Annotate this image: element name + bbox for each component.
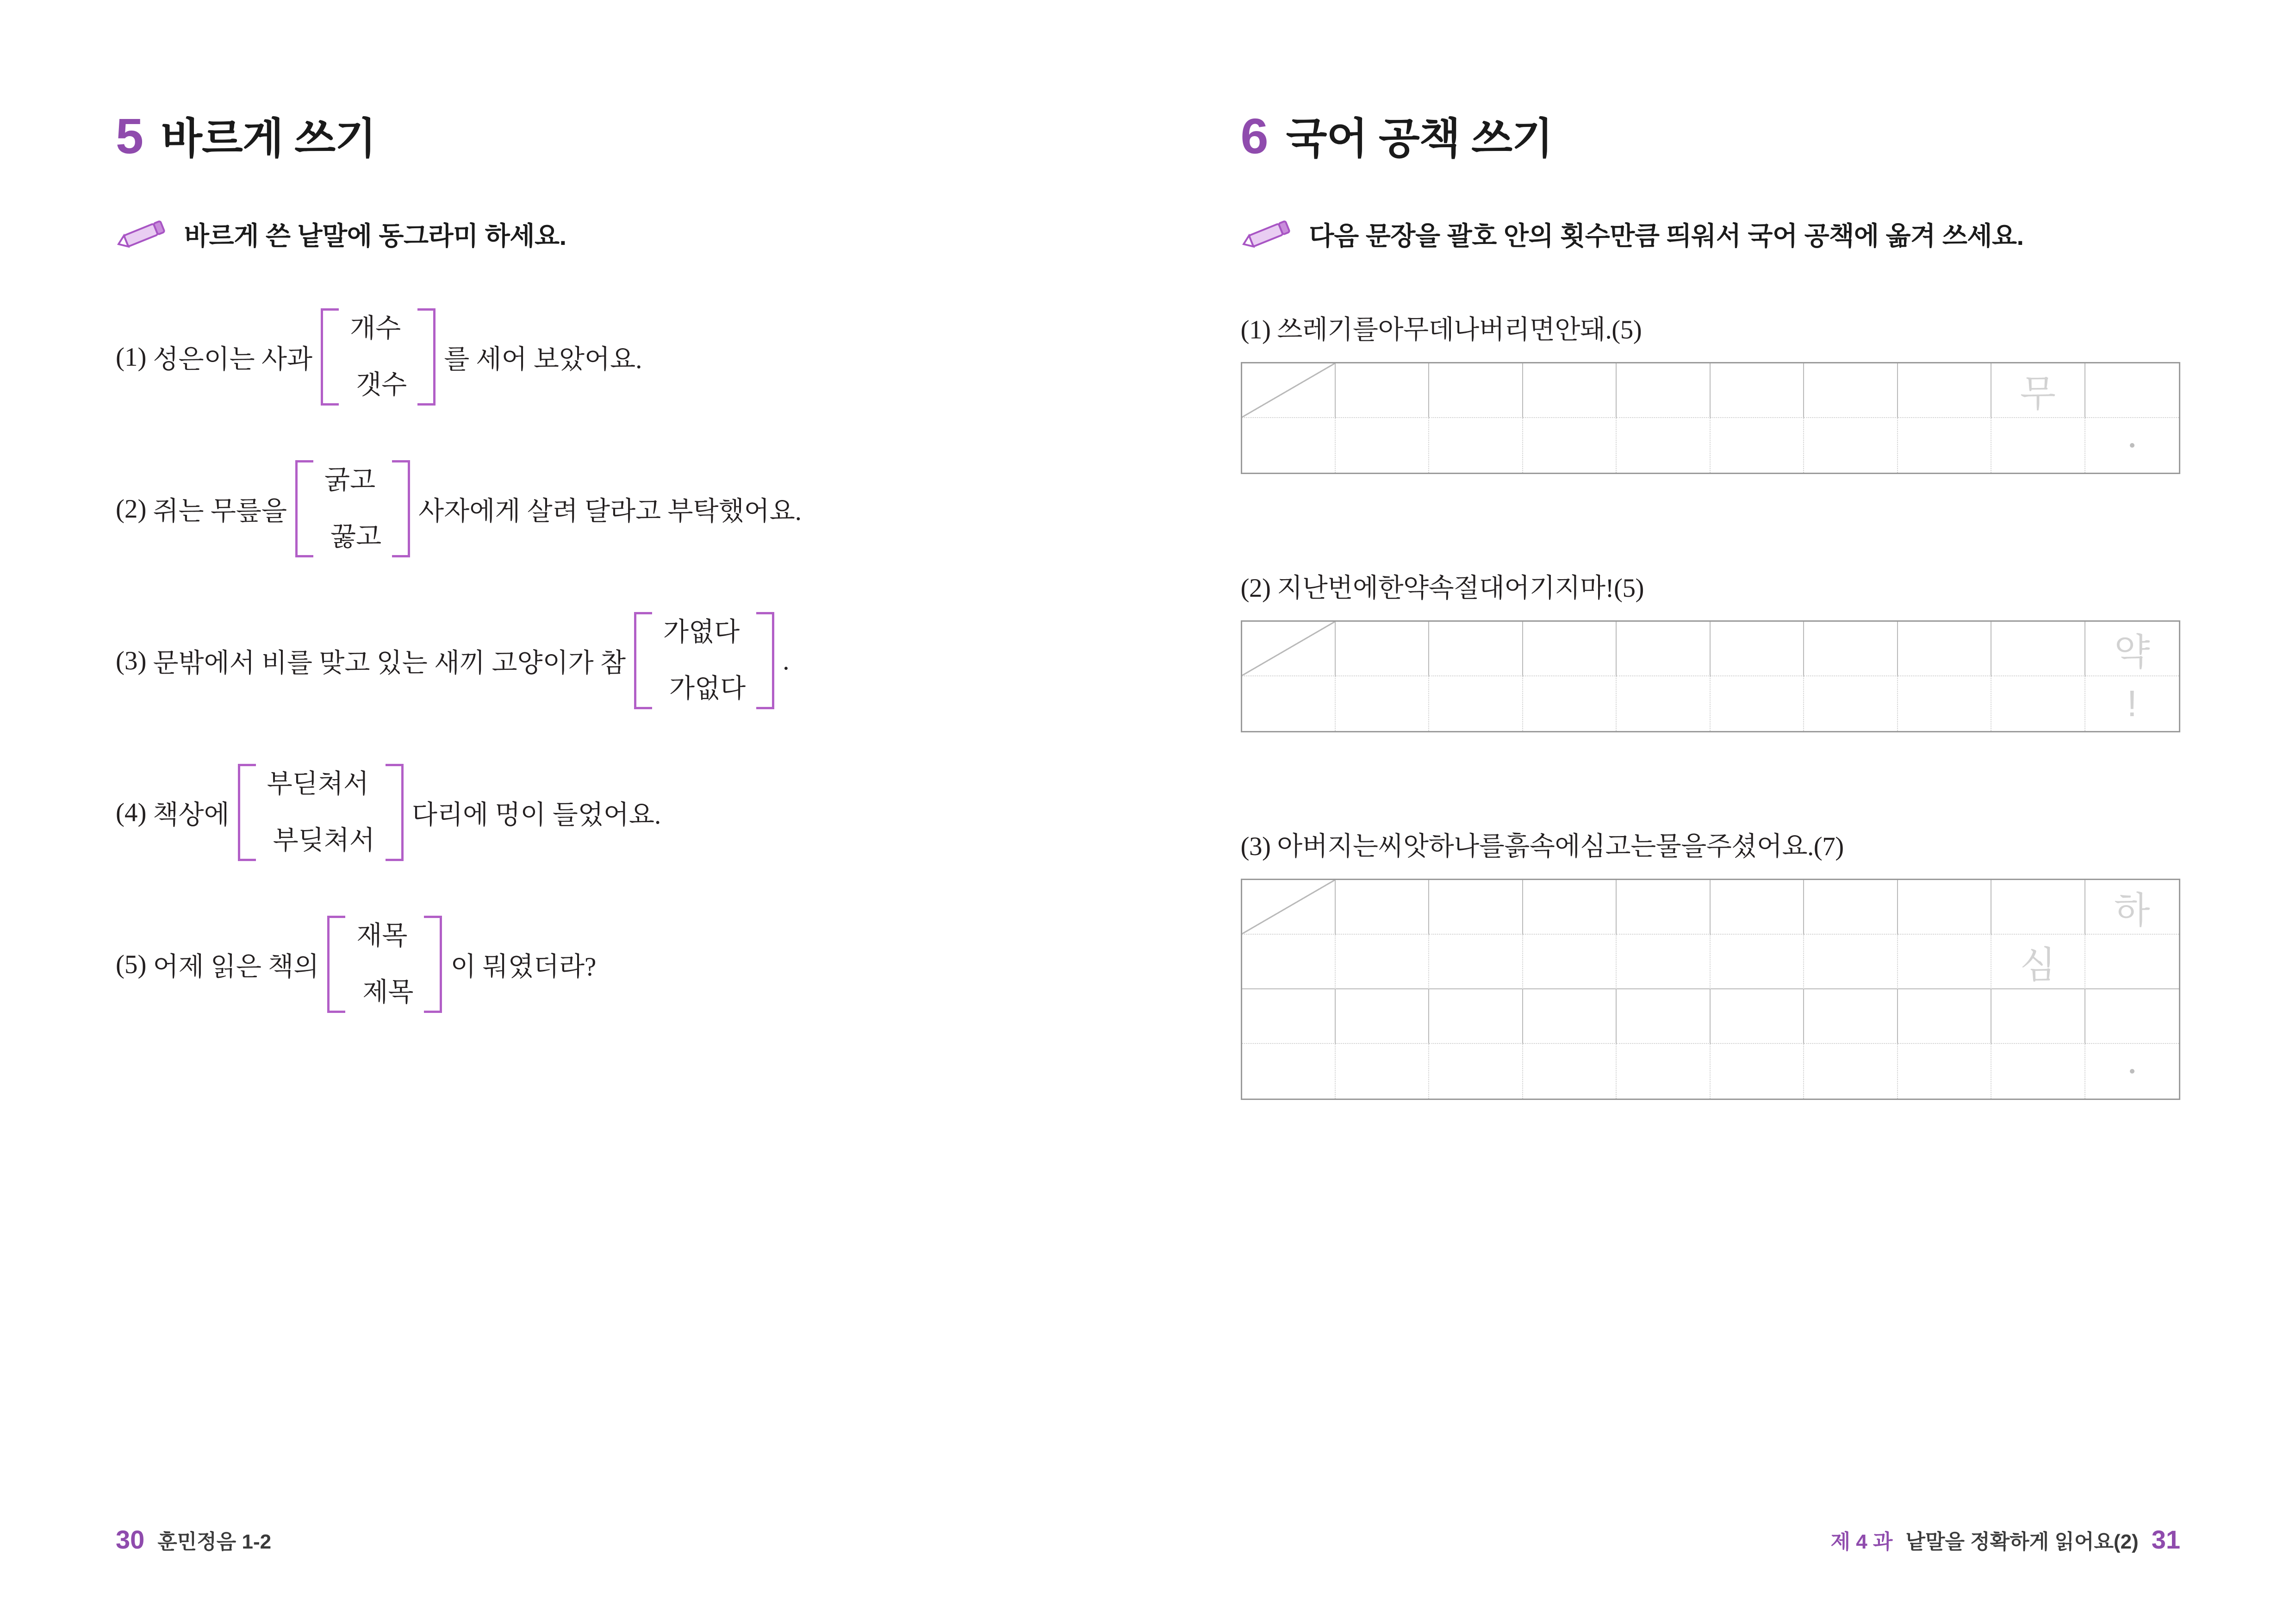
choice-option-bottom[interactable]: 제목 — [362, 978, 414, 1007]
question-post-text: 를 세어 보았어요. — [444, 345, 642, 374]
question-pre-text: 책상에 — [153, 800, 230, 830]
grid-cell[interactable] — [2085, 935, 2179, 989]
instruction-text: 바르게 쓴 낱말에 동그라미 하세요. — [184, 221, 566, 250]
grid-cell[interactable] — [1804, 935, 1898, 989]
grid-question-3 — [1241, 825, 2181, 1100]
grid-cell[interactable] — [1804, 363, 1898, 418]
grid-cell[interactable] — [1898, 676, 1991, 731]
choice-question-4 — [116, 764, 1056, 861]
grid-question-text — [1241, 567, 2181, 605]
grid-question-text — [1241, 825, 2181, 863]
choice-option-bottom[interactable]: 부딪쳐서 — [273, 826, 375, 856]
section-title: 바르게 쓰기 — [161, 115, 376, 162]
grid-cell[interactable] — [1242, 622, 1336, 676]
ghost-character: 심 — [2020, 944, 2056, 986]
grid-cell[interactable] — [1242, 935, 1336, 989]
section-number: 5 — [116, 108, 144, 164]
question-post-text: 다리에 멍이 들었어요. — [411, 800, 661, 830]
grid-cell[interactable] — [1711, 880, 1804, 935]
grid-cell[interactable] — [1617, 989, 1710, 1044]
question-post-text: 이 뭐였더라? — [450, 952, 597, 981]
question-sentence: 쓰레기를아무데나버리면안돼.(5) — [1277, 315, 1642, 344]
grid-cell[interactable] — [1523, 418, 1617, 473]
grid-cell[interactable] — [1711, 1044, 1804, 1099]
writing-grid[interactable] — [1241, 879, 2181, 1100]
grid-cell[interactable] — [1804, 989, 1898, 1044]
ghost-character: ! — [2127, 683, 2137, 724]
choice-question-5 — [116, 916, 1056, 1013]
grid-cell[interactable] — [1617, 622, 1710, 676]
section-title: 국어 공책 쓰기 — [1286, 115, 1553, 162]
choice-option-top[interactable]: 재목 — [356, 921, 408, 950]
grid-cell[interactable] — [1242, 1044, 1336, 1099]
choice-bracket — [238, 764, 404, 861]
grid-cell[interactable] — [1991, 935, 2085, 989]
grid-cell[interactable] — [2085, 363, 2179, 418]
grid-cell[interactable] — [1617, 676, 1710, 731]
grid-cell[interactable] — [1898, 622, 1991, 676]
grid-cell[interactable] — [1804, 676, 1898, 731]
choice-bracket — [321, 308, 436, 406]
grid-cell[interactable] — [1991, 1044, 2085, 1099]
question-sentence: 아버지는씨앗하나를흙속에심고는물을주셨어요.(7) — [1277, 832, 1844, 861]
grid-cell[interactable] — [1336, 676, 1429, 731]
grid-cell[interactable] — [1617, 418, 1710, 473]
grid-cell[interactable] — [2085, 622, 2179, 676]
choice-option-bottom[interactable]: 갯수 — [356, 370, 407, 400]
grid-cell[interactable] — [1711, 676, 1804, 731]
grid-cell[interactable] — [1429, 1044, 1523, 1099]
grid-cell[interactable] — [1336, 989, 1429, 1044]
grid-cell[interactable] — [1336, 935, 1429, 989]
grid-cell[interactable] — [1523, 1044, 1617, 1099]
question-sentence: 지난번에한약속절대어기지마!(5) — [1277, 574, 1644, 603]
grid-cell[interactable] — [1242, 418, 1336, 473]
choice-option-bottom[interactable]: 꿇고 — [330, 522, 382, 552]
question-post-text: 사자에게 살려 달라고 부탁했어요. — [418, 497, 802, 526]
grid-question-2 — [1241, 567, 2181, 732]
ghost-character: 약 — [2114, 631, 2150, 673]
question-label: (2) — [1240, 574, 1271, 603]
grid-cell[interactable] — [1523, 363, 1617, 418]
left-instruction-row — [116, 216, 1056, 253]
right-footer — [1831, 1524, 2181, 1555]
grid-question-text — [1241, 308, 2181, 346]
left-footer — [116, 1524, 271, 1555]
choice-question-1 — [116, 308, 1056, 406]
choice-bracket — [295, 460, 410, 557]
question-label: (1) — [1240, 315, 1271, 344]
grid-cell[interactable] — [1336, 880, 1429, 935]
grid-cell[interactable] — [1523, 676, 1617, 731]
question-label: (3) — [116, 646, 147, 675]
grid-cell[interactable] — [1804, 622, 1898, 676]
grid-cell[interactable] — [1429, 989, 1523, 1044]
grid-cell[interactable] — [1711, 935, 1804, 989]
grid-cell[interactable] — [1523, 880, 1617, 935]
grid-cell[interactable] — [1711, 363, 1804, 418]
grid-cell[interactable] — [1898, 1044, 1991, 1099]
period-mark — [2130, 443, 2134, 448]
grid-cell[interactable] — [1523, 935, 1617, 989]
grid-cell[interactable] — [1336, 363, 1429, 418]
grid-cell[interactable] — [1429, 363, 1523, 418]
choice-option-top[interactable]: 부딛쳐서 — [267, 769, 369, 799]
choice-option-top[interactable]: 개수 — [350, 314, 401, 343]
question-label: (4) — [116, 798, 147, 827]
chapter-label: 제 4 과 — [1830, 1530, 1893, 1553]
ghost-character: 무 — [2020, 373, 2056, 414]
grid-cell[interactable] — [1429, 418, 1523, 473]
grid-cell[interactable] — [1711, 622, 1804, 676]
grid-cell[interactable] — [1711, 989, 1804, 1044]
grid-cell[interactable] — [1336, 418, 1429, 473]
period-mark — [2130, 1069, 2134, 1074]
grid-cell[interactable] — [1242, 676, 1336, 731]
grid-cell[interactable] — [1991, 880, 2085, 935]
grid-cell[interactable] — [1898, 880, 1991, 935]
grid-cell[interactable] — [1991, 622, 2085, 676]
grid-cell[interactable] — [2085, 880, 2179, 935]
grid-cell[interactable] — [1429, 935, 1523, 989]
question-label: (3) — [1240, 832, 1271, 861]
grid-cell[interactable] — [1711, 418, 1804, 473]
right-page — [1148, 0, 2296, 1624]
grid-cell[interactable] — [2085, 1044, 2179, 1099]
grid-question-1 — [1241, 308, 2181, 474]
choice-question-3 — [116, 612, 1056, 709]
choice-bracket — [327, 916, 442, 1013]
grid-cell[interactable] — [1336, 622, 1429, 676]
grid-cell[interactable] — [1523, 622, 1617, 676]
book-title: 훈민정음 1-2 — [157, 1530, 272, 1553]
choice-option-bottom[interactable]: 가없다 — [669, 674, 746, 704]
question-label: (5) — [116, 949, 147, 979]
grid-cell[interactable] — [1617, 880, 1710, 935]
grid-cell[interactable] — [1898, 989, 1991, 1044]
grid-cell[interactable] — [1242, 880, 1336, 935]
grid-cell[interactable] — [1898, 935, 1991, 989]
grid-cell[interactable] — [1523, 989, 1617, 1044]
pencil-icon — [1241, 218, 1295, 250]
question-pre-text: 성은이는 사과 — [153, 345, 313, 374]
grid-cell[interactable] — [1804, 880, 1898, 935]
page-number: 30 — [116, 1525, 145, 1554]
grid-cell[interactable] — [1991, 418, 2085, 473]
choice-bracket — [634, 612, 774, 709]
grid-cell[interactable] — [1242, 989, 1336, 1044]
grid-cell[interactable] — [1617, 363, 1710, 418]
question-pre-text: 쥐는 무릎을 — [153, 497, 287, 526]
grid-cell[interactable] — [1429, 622, 1523, 676]
grid-cell[interactable] — [2085, 989, 2179, 1044]
grid-cell[interactable] — [1242, 363, 1336, 418]
right-section-header — [1240, 108, 2181, 164]
grid-cell[interactable] — [1429, 676, 1523, 731]
grid-cell[interactable] — [1804, 418, 1898, 473]
grid-cell[interactable] — [2085, 676, 2179, 731]
grid-cell[interactable] — [1804, 1044, 1898, 1099]
grid-cell[interactable] — [1898, 418, 1991, 473]
grid-cell[interactable] — [1429, 880, 1523, 935]
grid-cell[interactable] — [1991, 989, 2085, 1044]
grid-cell[interactable] — [1898, 363, 1991, 418]
left-section-header — [116, 108, 1056, 164]
choice-option-top[interactable]: 가엾다 — [663, 618, 740, 647]
grid-cell[interactable] — [1336, 1044, 1429, 1099]
chapter-title: 낱말을 정확하게 읽어요(2) — [1905, 1530, 2139, 1553]
question-pre-text: 어제 읽은 책의 — [153, 952, 319, 981]
grid-cell[interactable] — [1617, 1044, 1710, 1099]
grid-cell[interactable] — [1617, 935, 1710, 989]
section-number: 6 — [1240, 108, 1269, 164]
grid-cell[interactable] — [2085, 418, 2179, 473]
question-label: (1) — [116, 342, 147, 372]
question-pre-text: 문밖에서 비를 맞고 있는 새끼 고양이가 참 — [153, 649, 626, 678]
question-post-text: . — [783, 646, 790, 675]
question-label: (2) — [116, 494, 147, 524]
grid-cell[interactable] — [1991, 363, 2085, 418]
right-instruction-row — [1241, 216, 2181, 253]
writing-grid[interactable] — [1241, 362, 2181, 474]
choice-option-top[interactable]: 굵고 — [324, 466, 376, 495]
instruction-text: 다음 문장을 괄호 안의 횟수만큼 띄워서 국어 공책에 옮겨 쓰세요. — [1309, 221, 2024, 250]
grid-cell[interactable] — [1991, 676, 2085, 731]
writing-grid[interactable] — [1241, 620, 2181, 732]
page-number: 31 — [2151, 1525, 2180, 1554]
pencil-icon — [116, 218, 170, 250]
choice-question-2 — [116, 460, 1056, 557]
ghost-character: 하 — [2114, 889, 2150, 931]
